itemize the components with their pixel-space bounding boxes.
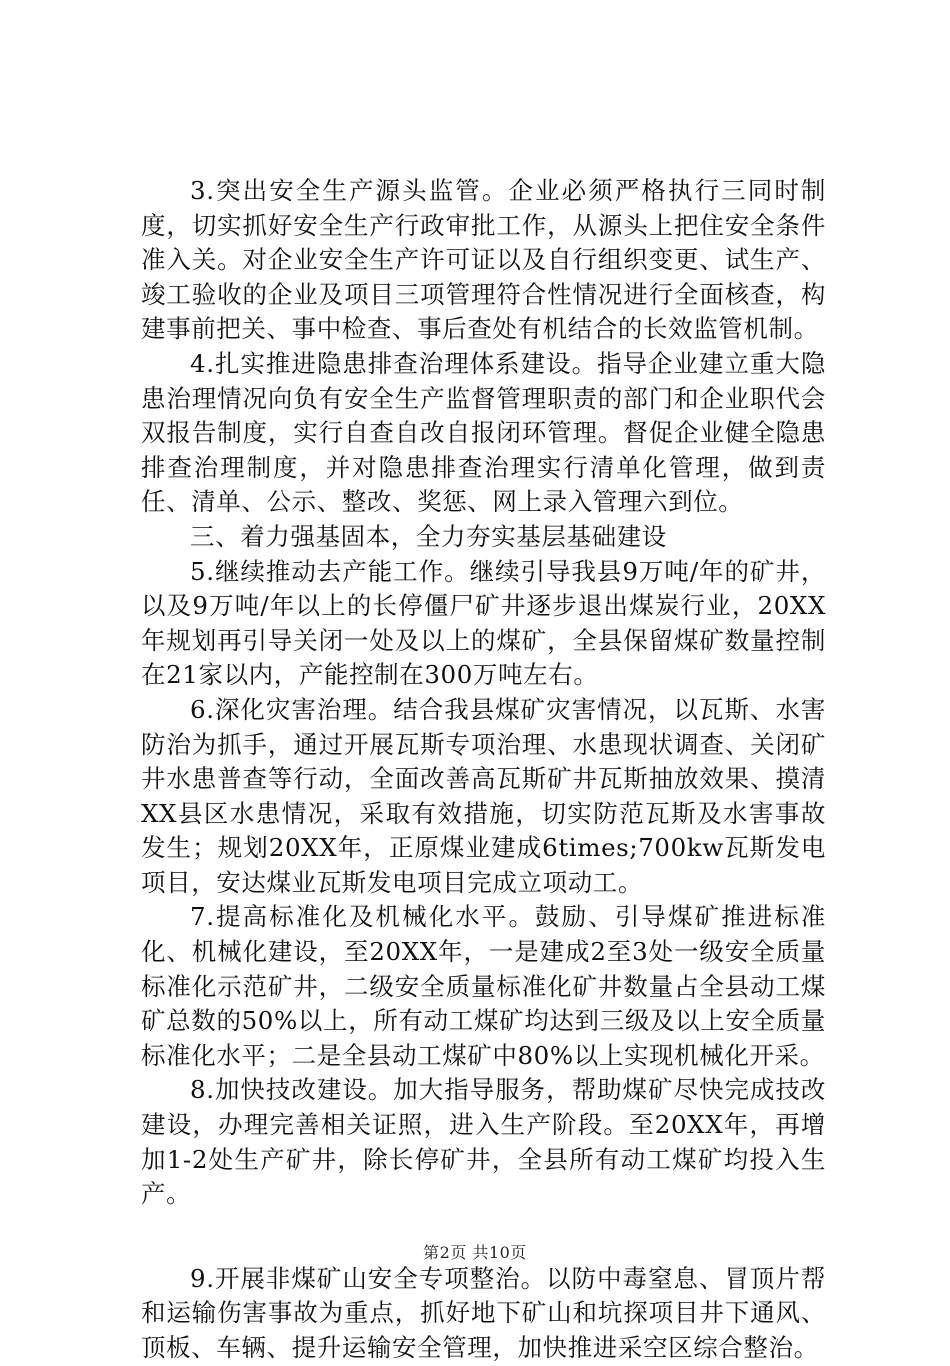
- paragraph-technical-upgrade: 8.加快技改建设。加大指导服务，帮助煤矿尽快完成技改建设，办理完善相关证照，进入生产阶段。至20XX年，再增加1-2处生产矿井，除长停矿井，全县所有动工煤矿均投入生产。: [141, 1075, 826, 1209]
- document-body: [141, 174, 826, 1366]
- paragraph-standardization: 7.提高标准化及机械化水平。鼓励、引导煤矿推进标准化、机械化建设，至20XX年，一是建成2至3处一级安全质量标准化示范矿井，二级安全质量标准化矿井数量占全县动工煤矿总数的50%以上，所有动工煤矿均达到三级及以上安全质量标准化水平；二是全县动工煤矿中80%以上实现机械化开采。: [141, 902, 826, 1070]
- paragraph-disaster-control: 6.深化灾害治理。结合我县煤矿灾害情况，以瓦斯、水害防治为抓手，通过开展瓦斯专项治理、水患现状调查、关闭矿井水患普查等行动，全面改善高瓦斯矿井瓦斯抽放效果、摸清XX县区水患情况，采取有效措施，切实防范瓦斯及水害事故发生；规划20XX年，正原煤业建成6times;700kw瓦斯发电项目，安达煤业瓦斯发电项目完成立项动工。: [141, 694, 826, 897]
- paragraph-non-coal-mines: 9.开展非煤矿山安全专项整治。以防中毒窒息、冒顶片帮和运输伤害事故为重点，抓好地下矿山和坑探项目井下通风、顶板、车辆、提升运输安全管理，加快推进采空区综合整治。: [141, 1263, 826, 1362]
- paragraph-hazard-investigation: 4.扎实推进隐患排查治理体系建设。指导企业建立重大隐患治理情况向负有安全生产监督管理职责的部门和企业职代会双报告制度，实行自查自改自报闭环管理。督促企业健全隐患排查治理制度，并对隐患排查治理实行清单化管理，做到责任、清单、公示、整改、奖惩、网上录入管理六到位。: [141, 348, 826, 517]
- paragraph-capacity-reduction: 5.继续推动去产能工作。继续引导我县9万吨/年的矿井，以及9万吨/年以上的长停僵尸矿井逐步退出煤炭行业，20XX年规划再引导关闭一处及以上的煤矿，全县保留煤矿数量控制在21家以内，产能控制在300万吨左右。: [141, 556, 826, 690]
- section-heading-grassroots: 三、着力强基固本，全力夯实基层基础建设: [190, 521, 667, 551]
- page-footer: 第2页 共10页: [423, 1243, 527, 1262]
- paragraph-source-supervision: 3.突出安全生产源头监管。企业必须严格执行三同时制度，切实抓好安全生产行政审批工作，从源头上把住安全条件准入关。对企业安全生产许可证以及自行组织变更、试生产、竣工验收的企业及项目三项管理符合性情况进行全面核查，构建事前把关、事中检查、事后查处有机结合的长效监管机制。: [141, 176, 826, 344]
